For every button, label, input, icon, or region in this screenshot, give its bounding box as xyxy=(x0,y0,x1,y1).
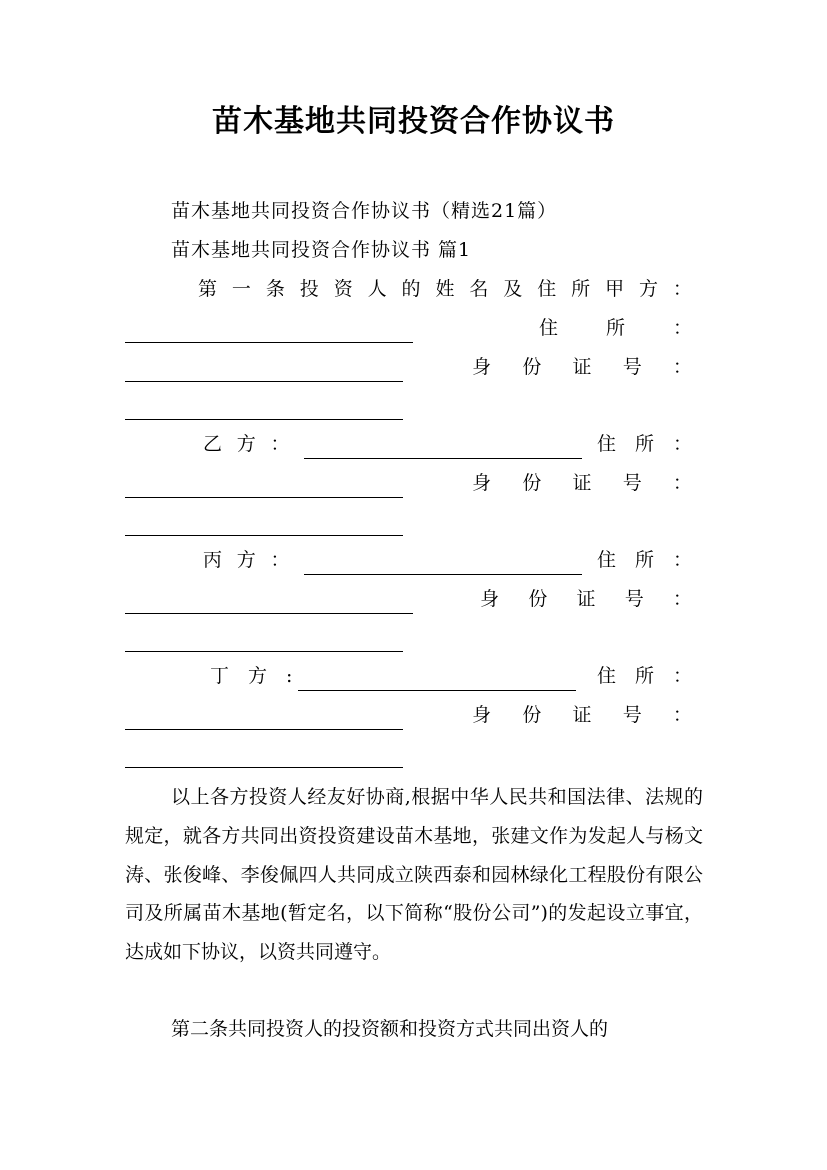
id-char: ： xyxy=(672,472,692,494)
intro-char: 一 xyxy=(231,278,251,300)
party-d-line xyxy=(210,661,692,691)
id-char: 证 xyxy=(572,356,592,378)
blank-line xyxy=(298,668,576,691)
blank-line xyxy=(125,397,403,420)
party-c-id-blank-line xyxy=(125,622,403,652)
id-char: 号 xyxy=(622,356,642,378)
intro-char: 及 xyxy=(503,278,523,300)
id-char: 份 xyxy=(522,704,542,726)
party-b-id-blank-line xyxy=(125,506,403,536)
id-char: ： xyxy=(672,704,692,726)
party-b-line xyxy=(203,429,692,459)
id-char: ： xyxy=(672,588,692,610)
party-a-id-blank-line xyxy=(125,390,403,420)
blank-line xyxy=(304,552,582,575)
party-d-id-line xyxy=(125,700,692,730)
id-char: 份 xyxy=(522,472,542,494)
document-subtitle: 苗木基地共同投资合作协议书（精选21篇） xyxy=(171,200,558,222)
id-char: 证 xyxy=(572,472,592,494)
body-paragraph: 以上各方投资人经友好协商,根据中华人民共和国法律、法规的规定，就各方共同出资投资建设苗木基地，张建文作为发起人与杨文涛、张俊峰、李俊佩四人共同成立陕西泰和园林绿化工程股份有限公司及所属苗木基地(暂定名，以下简称“股份公司”)的发起设立事宜，达成如下协议，以资共同遵守。 xyxy=(125,786,703,964)
document-title: 苗木基地共同投资合作协议书 xyxy=(212,104,615,139)
article1-intro-line xyxy=(198,274,692,304)
address-char: 所 xyxy=(605,317,625,339)
intro-char: 甲 xyxy=(605,278,625,300)
party-c-char: ： xyxy=(270,549,290,571)
id-char: ： xyxy=(672,356,692,378)
address-char: 住 xyxy=(538,317,558,339)
intro-char: 住 xyxy=(537,278,557,300)
id-char: 号 xyxy=(622,704,642,726)
intro-char: 条 xyxy=(265,278,285,300)
id-char: 份 xyxy=(528,588,548,610)
party-a-id-line xyxy=(125,352,692,382)
party-c-char: 丙 xyxy=(203,549,223,571)
id-char: 身 xyxy=(472,472,492,494)
party-d-label: 丁 方 : xyxy=(210,665,293,687)
section-heading: 苗木基地共同投资合作协议书 篇1 xyxy=(171,239,472,261)
party-c-line xyxy=(203,545,692,575)
address-short: 住 所 ： xyxy=(596,549,692,571)
intro-char: 方 xyxy=(638,278,658,300)
intro-char: 的 xyxy=(401,278,421,300)
id-char: 号 xyxy=(624,588,644,610)
body-paragraph: 第二条共同投资人的投资额和投资方式共同出资人的 xyxy=(171,1018,609,1040)
party-a-address-line xyxy=(125,313,692,343)
party-c-id-line xyxy=(125,584,692,614)
id-char: 身 xyxy=(480,588,500,610)
blank-line xyxy=(125,707,403,730)
blank-line xyxy=(125,475,403,498)
intro-char: 所 xyxy=(571,278,591,300)
id-char: 份 xyxy=(522,356,542,378)
address-short: 住 所 ： xyxy=(596,665,692,687)
intro-char: 人 xyxy=(367,278,387,300)
blank-line xyxy=(125,591,413,614)
party-c-char: 方 xyxy=(236,549,256,571)
blank-line xyxy=(125,513,403,536)
id-char: 身 xyxy=(472,356,492,378)
party-b-char: 乙 xyxy=(203,433,223,455)
intro-char: 姓 xyxy=(435,278,455,300)
id-char: 证 xyxy=(572,704,592,726)
party-b-id-line xyxy=(125,468,692,498)
intro-char: 名 xyxy=(469,278,489,300)
party-d-id-blank-line xyxy=(125,738,403,768)
address-short: 住 所 ： xyxy=(596,433,692,455)
id-char: 号 xyxy=(622,472,642,494)
address-char: ： xyxy=(672,317,692,339)
blank-line xyxy=(125,320,413,343)
party-b-char: ： xyxy=(270,433,290,455)
id-char: 身 xyxy=(472,704,492,726)
blank-line xyxy=(125,359,403,382)
intro-char: 第 xyxy=(198,278,218,300)
blank-line xyxy=(125,629,403,652)
intro-char: ： xyxy=(672,278,692,300)
intro-char: 资 xyxy=(333,278,353,300)
blank-line xyxy=(304,436,582,459)
id-char: 证 xyxy=(576,588,596,610)
blank-line xyxy=(125,745,403,768)
intro-char: 投 xyxy=(299,278,319,300)
party-b-char: 方 xyxy=(236,433,256,455)
